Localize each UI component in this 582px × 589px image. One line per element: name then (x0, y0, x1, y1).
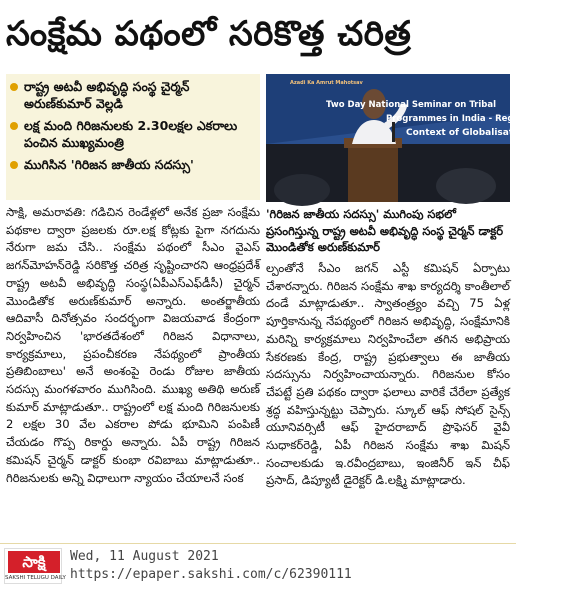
article-text: ల్పంతోనే సీఎం జగన్ ఎస్టీ కమిషన్ ఏర్పాటు చేశారన్నారు. గిరిజన సంక్షేమ శాఖ కార్యదర్శి కాంతీలాల్ దండే మాట్లాడుతూ.. స్వాతంత్ర్యం వచ్చి 75 ఏళ్ల పూర్తికానున్న నేపథ్యంలో గిరిజన అభివృద్ధి, సంక్షేమానికి మరిన్ని కార్యక్రమాలు నిర్వహించేలా తగిన అభిప్రాయ సేకరణకు కేంద్ర, రాష్ట్ర ప్రభుత్వాలు ఈ జాతీయ సదస్సును నిర్వహించాయన్నారు. గిరిజనుల కోసం చేపట్టే ప్రతి పథకం ద్వారా ఫలాలు వారికే చేరేలా ప్రత్యేక శ్రద్ధ వహిస్తున్నట్టు చెప్పారు. స్కూల్ ఆఫ్ సోషల్ సైన్స్ యూనివర్సిటీ ఆఫ్ హైదరాబాద్ ప్రొఫెసర్ వైవీ సుధాకర్‌రెడ్డి, ఏపీ గిరిజన సంక్షేమ శాఖ మిషన్ సంచాలకుడు ఇ.రవీంద్రబాబు, ఇంజినీర్ ఇన్ చీఫ్ ప్రసాద్, డిప్యూటీ డైరెక్టర్ డి.లక్ష్మి మాట్లాడారు. (266, 261, 510, 488)
highlights-box (6, 74, 260, 200)
highlight-text: ముగిసిన 'గిరిజన జాతీయ సదస్సు' (24, 157, 194, 172)
bullet-dot-icon (10, 83, 18, 91)
highlight-text: లక్ష మంది గిరిజనులకు 2.30లక్షల ఎకరాలు పంచిన ముఖ్యమంత్రి (24, 118, 238, 150)
highlight-item (6, 117, 260, 151)
photo-caption: 'గిరిజన జాతీయ సదస్సు' ముగింపు సభలో ప్రసంగిస్తున్న రాష్ట్ర అటవీ అభివృద్ధి సంస్థ చైర్మన్ డాక్టర్ మొండితోక అరుణ్‌కుమార్ (266, 207, 504, 254)
logo-mark: సాక్షి (8, 551, 60, 573)
sakshi-logo (4, 548, 66, 584)
news-photo (266, 74, 582, 202)
headline: సంక్షేమ పథంలో సరికొత్త చరిత్ర (6, 14, 412, 54)
bullet-dot-icon (10, 161, 18, 169)
photo-illustration (266, 74, 510, 202)
footer-divider (0, 543, 516, 544)
article-column-right (266, 260, 510, 538)
epaper-link[interactable]: https://epaper.sakshi.com/c/62390111 (70, 567, 352, 582)
article-text: సాక్షి, అమరావతి: గడిచిన రెండేళ్లలో అనేక ప్రజా సంక్షేమ పథకాల ద్వారా ప్రజలకు రూ.లక్ష కోట్లకు పైగా నగదును నేరుగా జమ చేసి.. సంక్షేమ పథంలో సీఎం వైఎస్ జగన్‌మోహన్‌రెడ్డి సరికొత్త చరిత్ర సృష్టించారని ఆంధ్రప్రదేశ్ రాష్ట్ర అటవీ అభివృద్ధి సంస్థ(ఏపీఎస్‌ఎఫ్‌డీసీ) చైర్మన్ మొండితోక అరుణ్‌కుమార్ అన్నారు. అంతర్జాతీయ ఆదివాసీ దినోత్సవం సందర్భంగా విజయవాడ కేంద్రంగా నిర్వహించిన 'భారతదేశంలో గిరిజన విధానాలు, కార్యక్రమాలు, ప్రపంచీకరణ నేపథ్యంలో ప్రాంతీయ ప్రతిబింబాలు' అనే అంశంపై రెండు రోజుల జాతీయ సదస్సు మంగళవారం ముగిసింది. ముఖ్య అతిథి అరుణ్ కుమార్ మాట్లాడుతూ.. రాష్ట్రంలో లక్ష మంది గిరిజనులకు 2 లక్షల 30 వేల ఎకరాల పోడు భూమిని పంపిణీ చేయడం గొప్ప రికార్డు అన్నారు. ఏపీ రాష్ట్ర గిరిజన కమిషన్ చైర్మన్ డాక్టర్ కుంభా రవిబాబు మాట్లాడుతూ.. గిరిజనులకు అన్ని విధాలుగా న్యాయం చేయాలనే సంక (6, 205, 260, 485)
banner-line: Programmes in India - Regional Realities (386, 114, 582, 124)
highlight-item (6, 156, 260, 173)
bullet-dot-icon (10, 122, 18, 130)
highlight-item (6, 78, 260, 112)
banner-line: Two Day National Seminar on Tribal (326, 100, 497, 110)
highlight-text: రాష్ట్ర అటవీ అభివృద్ధి సంస్థ చైర్మన్ అరుణ్‌కుమార్ వెల్లడి (24, 79, 190, 111)
article-column-left (6, 204, 260, 538)
banner-line: Context of Globalisation (406, 128, 529, 138)
publication-date: Wed, 11 August 2021 (70, 549, 219, 564)
banner-line: Azadi Ka Amrut Mahotsav (290, 80, 363, 86)
logo-subtitle: SAKSHI TELUGU DAILY (5, 575, 66, 581)
